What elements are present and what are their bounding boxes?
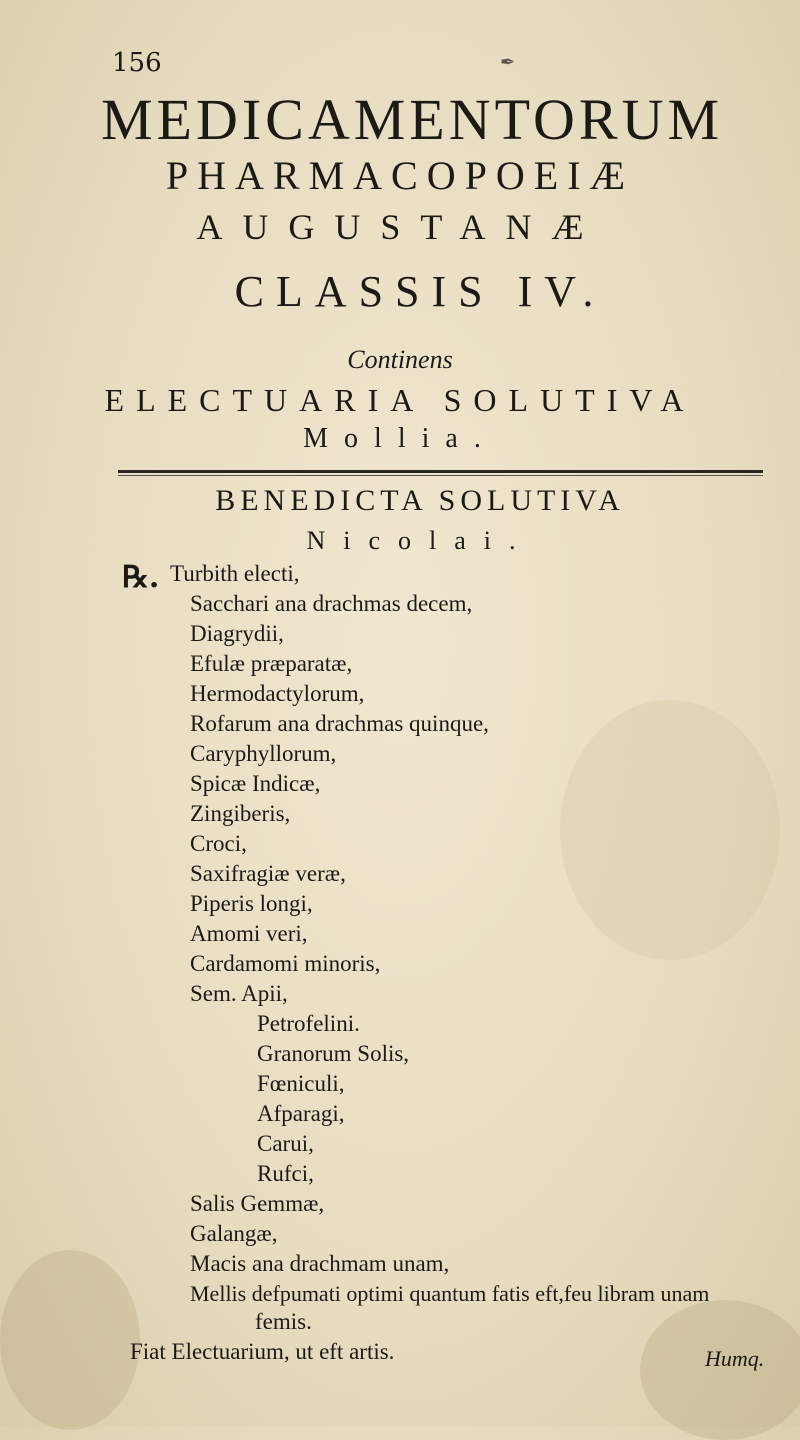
ingredient-line: Caryphyllorum,: [190, 741, 337, 766]
ingredient-line: Saxifragiæ veræ,: [190, 861, 346, 886]
class-heading: CLASSIS IV.: [234, 267, 606, 316]
ingredient-line: Fiat Electuarium, ut eft artis.: [130, 1339, 395, 1364]
ingredient-line: Rufci,: [257, 1161, 314, 1186]
ingredient-line: Piperis longi,: [190, 891, 313, 916]
ingredient-line: Efulæ præparatæ,: [190, 651, 353, 676]
page-title: MEDICAMENTORUM: [100, 87, 724, 152]
ingredient-line: femis.: [255, 1309, 312, 1334]
ingredient-line: Granorum Solis,: [257, 1041, 410, 1066]
catchword: Humq.: [705, 1346, 765, 1371]
ingredient-line: Diagrydii,: [190, 621, 284, 646]
ingredient-line: Fœniculi,: [257, 1071, 345, 1096]
ingredient-line: Croci,: [190, 831, 247, 856]
section-heading: ELECTUARIA SOLUTIVA: [104, 382, 696, 418]
page-number: 156: [112, 48, 162, 78]
title-subtitle-augustanae: AUGUSTANÆ: [196, 207, 604, 247]
title-subtitle-pharmacopoeia: PHARMACOPOEIÆ: [165, 153, 635, 198]
ingredient-line: Hermodactylorum,: [190, 681, 365, 706]
recipe-subtitle: Nicolai.: [306, 526, 534, 555]
section-subheading: Mollia.: [303, 423, 497, 454]
ingredient-line: Afparagi,: [257, 1101, 345, 1126]
ingredient-line: Sacchari ana drachmas decem,: [190, 591, 473, 616]
continens-label: Continens: [347, 345, 453, 374]
ingredient-line: Cardamomi minoris,: [190, 951, 381, 976]
ingredient-line: Galangæ,: [190, 1221, 278, 1246]
ingredient-line: Turbith electi,: [170, 561, 300, 586]
ingredient-line: Sem. Apii,: [190, 981, 288, 1006]
ingredient-line: Macis ana drachmam unam,: [190, 1251, 450, 1276]
divider-rule-thin: [118, 475, 763, 476]
recipe-title: BENEDICTA SOLUTIVA: [215, 484, 625, 517]
recipe-symbol: ℞.: [122, 560, 160, 595]
ingredient-line: Carui,: [257, 1131, 314, 1156]
ingredient-line: Amomi veri,: [190, 921, 308, 946]
divider-rule: [118, 470, 763, 473]
ingredient-line: Mellis defpumati optimi quantum fatis eft,feu libram unam: [190, 1281, 710, 1306]
ingredient-line: Petrofelini.: [257, 1011, 360, 1036]
flourish-icon: ✒: [500, 52, 516, 73]
ingredient-line: Salis Gemmæ,: [190, 1191, 325, 1216]
ingredient-line: Rofarum ana drachmas quinque,: [190, 711, 489, 736]
ingredient-line: Zingiberis,: [190, 801, 291, 826]
ingredient-line: Spicæ Indicæ,: [190, 771, 321, 796]
